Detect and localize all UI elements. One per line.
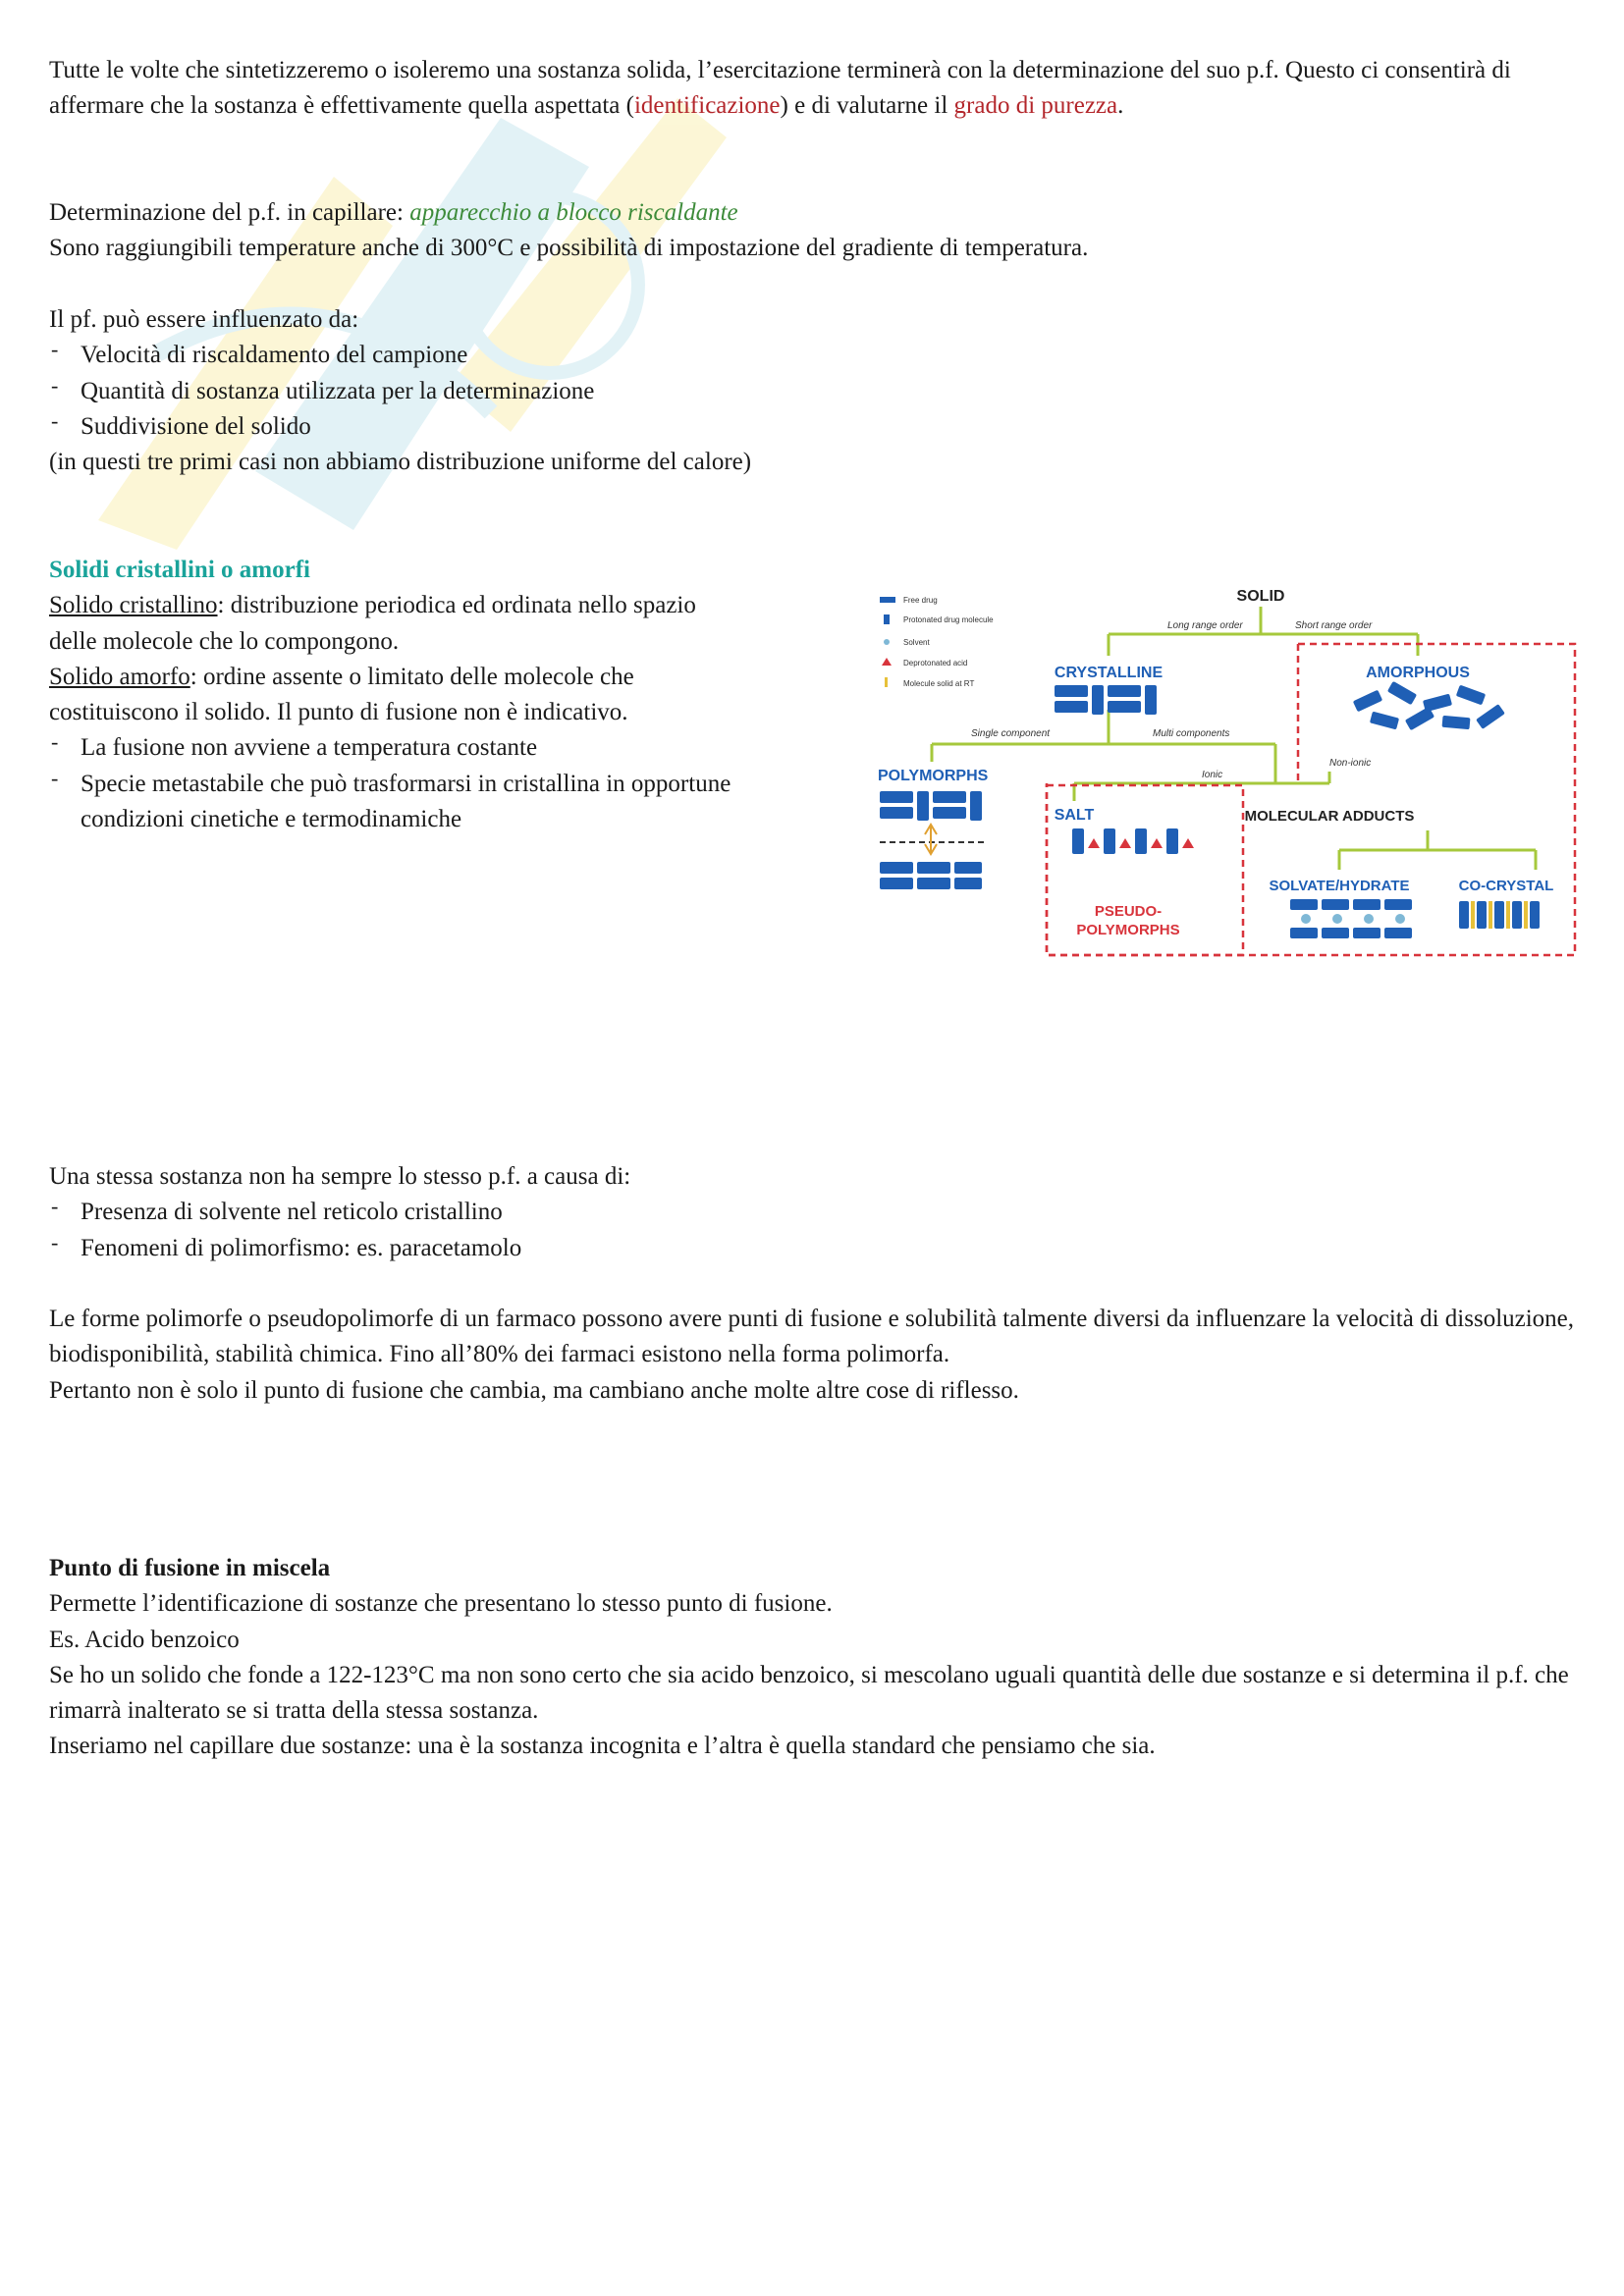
influenze-list (49, 338, 1581, 445)
solvate-icon (1290, 899, 1412, 938)
solidi-section: Solidi cristallini o amorfi Solido cristallino: distribuzione periodica ed ordinata nello spazio delle molecole che lo compongono. Solido amorfo: ordine assente o limitato delle molecole che costituiscono il solido. Il punto di fusione non è indicativo. ‐ La fusione non avviene a temperatura costante ‐ Specie metastabile che può trasformarsi in cristallina in opportune condizioni cinetiche e termodinamiche (49, 553, 835, 837)
list-item: ‐ Velocità di riscaldamento del campione (49, 338, 1581, 373)
cocrystal-label: CO-CRYSTAL (1458, 878, 1554, 894)
nonionic-label: Non-ionic (1329, 758, 1372, 769)
diagram-legend (880, 596, 994, 688)
legend-free-drug: Free drug (903, 596, 938, 605)
polimorfe-paragraph: Le forme polimorfe o pseudopolimorfe di un farmaco possono avere punti di fusione e solubilità talmente diversi da influenzare la velocità di dissoluzione, biodisponibilità, stabilità chimica. Fino all’80% dei farmaci esistono nella forma polimorfa. Pertanto non è solo il punto di fusione che cambia, ma cambiano anche molte altre cose di riflesso. (49, 1306, 1575, 1404)
amorfo-term: Solido amorfo (49, 663, 190, 690)
ionic-label: Ionic (1202, 770, 1223, 780)
pseudo-label-1: PSEUDO- (1094, 903, 1163, 920)
single-component-label: Single component (971, 728, 1051, 739)
legend-solvent: Solvent (903, 638, 930, 647)
adducts-label: MOLECULAR ADDUCTS (1244, 808, 1415, 825)
short-range-label: Short range order (1295, 620, 1373, 631)
capillare-section: Determinazione del p.f. in capillare: apparecchio a blocco riscaldante Sono raggiungibili temperature anche di 300°C e possibilità di impostazione del gradiente di temperatura. (49, 199, 1089, 262)
long-range-label: Long range order (1167, 620, 1243, 631)
polymorphs-arrow (925, 825, 937, 854)
solid-forms-diagram (868, 577, 1585, 965)
influenze-section (49, 302, 1581, 480)
identificazione-term: identificazione (633, 92, 781, 120)
cocrystal-icon (1459, 901, 1540, 929)
crystalline-label: CRYSTALLINE (1054, 665, 1164, 681)
solid-label: SOLID (1236, 588, 1285, 605)
crystalline-icon (1055, 685, 1157, 715)
legend-molecule-rt: Molecule solid at RT (903, 679, 975, 688)
legend-deprotonated: Deprotonated acid (903, 659, 968, 667)
amorphous-icon (1353, 681, 1505, 730)
apparecchio-term: apparecchio a blocco riscaldante (409, 199, 738, 226)
miscela-title: Punto di fusione in miscela (49, 1555, 331, 1581)
miscela-section: Punto di fusione in miscela Permette l’identificazione di sostanze che presentano lo stesso punto di fusione. Es. Acido benzoico Se ho un solido che fonde a 122-123°C ma non sono certo che sia acido benzoico, si mescolano uguali quantità delle due sostanze e si determina il p.f. che rimarrà inalterato se si tratta della stessa sostanza. Inseriamo nel capillare due sostanze: una è la sostanza incognita e l’altra è quella standard che pensiamo che sia. (49, 1551, 1581, 1765)
influenze-note: (in questi tre primi casi non abbiamo distribuzione uniforme del calore) (49, 449, 752, 476)
list-item: ‐ La fusione non avviene a temperatura costante (49, 730, 835, 766)
purezza-term: grado di purezza (953, 92, 1118, 120)
amorphous-label: AMORPHOUS (1366, 665, 1470, 681)
list-item: ‐ Specie metastabile che può trasformarsi in cristallina in opportune (49, 767, 835, 802)
cristallino-term: Solido cristallino (49, 592, 218, 619)
pseudo-label-2: POLYMORPHS (1076, 922, 1180, 938)
legend-protonated: Protonated drug molecule (903, 615, 994, 624)
pf-variabile-section (49, 1159, 1581, 1266)
salt-icon (1072, 828, 1194, 854)
salt-label: SALT (1054, 807, 1095, 824)
intro-paragraph: Tutte le volte che sintetizzeremo o isoleremo una sostanza solida, l’esercitazione terminerà con la determinazione del suo p.f. Questo ci consentirà di affermare che la sostanza è effettivamente quella aspettata (identificazione) e di valutarne il grado di purezza. (49, 57, 1511, 120)
solvate-label: SOLVATE/HYDRATE (1269, 878, 1410, 894)
pf-variabile-list (49, 1195, 1581, 1266)
influenze-heading: Il pf. può essere influenzato da: (49, 306, 359, 333)
amorfo-list (49, 730, 835, 802)
list-item: ‐ Suddivisione del solido (49, 409, 1581, 445)
list-item: ‐ Fenomeni di polimorfismo: es. paracetamolo (49, 1231, 1581, 1266)
pf-variabile-heading: Una stessa sostanza non ha sempre lo stesso p.f. a causa di: (49, 1163, 631, 1190)
solidi-title: Solidi cristallini o amorfi (49, 557, 310, 583)
multi-components-label: Multi components (1153, 728, 1230, 739)
list-item: ‐ Presenza di solvente nel reticolo cristallino (49, 1195, 1581, 1230)
polymorphs-label: POLYMORPHS (878, 768, 989, 784)
list-item: ‐ Quantità di sostanza utilizzata per la determinazione (49, 374, 1581, 409)
